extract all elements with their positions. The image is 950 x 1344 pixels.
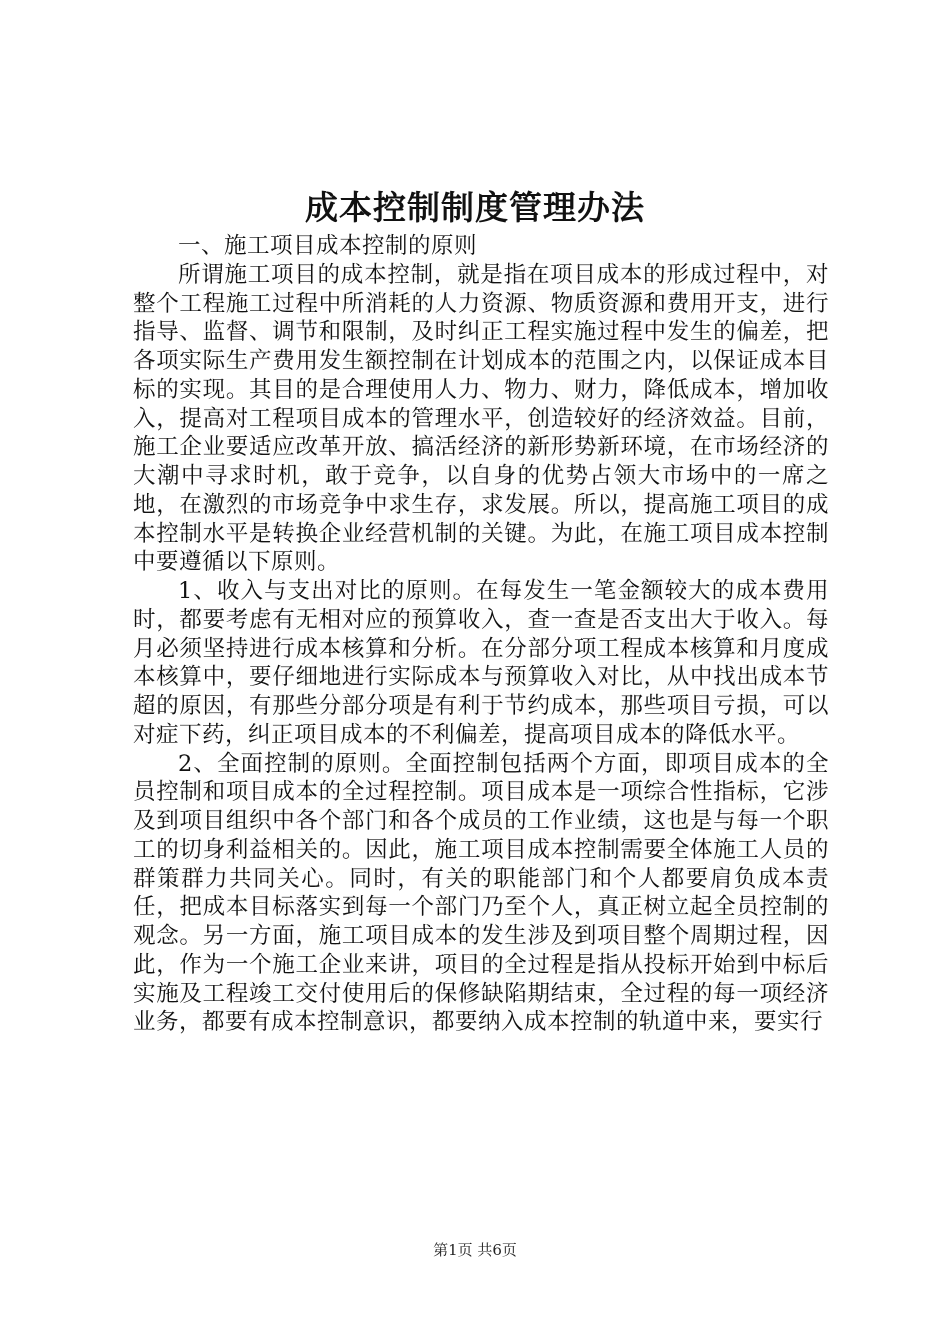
paragraph-principle-2: 2、全面控制的原则。全面控制包括两个方面，即项目成本的全员控制和项目成本的全过程控制。项目成本是一项综合性指标，它涉及到项目组织中各个部门和各个成员的工作业绩，这也是与每一个职工的切身利益相关的。因此，施工项目成本控制需要全体施工人员的群策群力共同关心。同时，有关的职能部门和个人都要肩负成本责任，把成本目标落实到每一个部门乃至个人，真正树立起全员控制的观念。另一方面，施工项目成本的发生涉及到项目整个周期过程，因此，作为一个施工企业来讲，项目的全过程是指从投标开始到中标后实施及工程竣工交付使用后的保修缺陷期结束，全过程的每一项经济业务，都要有成本控制意识，都要纳入成本控制的轨道中来，要实行 xyxy=(133,750,829,1036)
paragraph-principle-1: 1、收入与支出对比的原则。在每发生一笔金额较大的成本费用时，都要考虑有无相对应的预算收入，查一查是否支出大于收入。每月必须坚持进行成本核算和分析。在分部分项工程成本核算和月度成本核算中，要仔细地进行实际成本与预算收入对比，从中找出成本节超的原因，有那些分部分项是有利于节约成本，那些项目亏损，可以对症下药，纠正项目成本的不利偏差，提高项目成本的降低水平。 xyxy=(133,578,829,748)
paragraph-intro: 所谓施工项目的成本控制，就是指在项目成本的形成过程中，对整个工程施工过程中所消耗的人力资源、物质资源和费用开支，进行指导、监督、调节和限制，及时纠正工程实施过程中发生的偏差，把各项实际生产费用发生额控制在计划成本的范围之内，以保证成本目标的实现。其目的是合理使用人力、物力、财力，降低成本，增加收入，提高对工程项目成本的管理水平，创造较好的经济效益。目前，施工企业要适应改革开放、搞活经济的新形势新环境，在市场经济的大潮中寻求时机，敢于竞争，以自身的优势占领大市场中的一席之地，在激烈的市场竞争中求生存，求发展。所以，提高施工项目的成本控制水平是转换企业经营机制的关键。为此，在施工项目成本控制中要遵循以下原则。 xyxy=(133,261,829,576)
document-body xyxy=(133,232,829,1037)
page-number-footer: 第1页 共6页 xyxy=(433,1241,517,1259)
section-heading: 一、施工项目成本控制的原则 xyxy=(178,233,478,259)
document-title: 成本控制制度管理办法 xyxy=(305,188,645,227)
